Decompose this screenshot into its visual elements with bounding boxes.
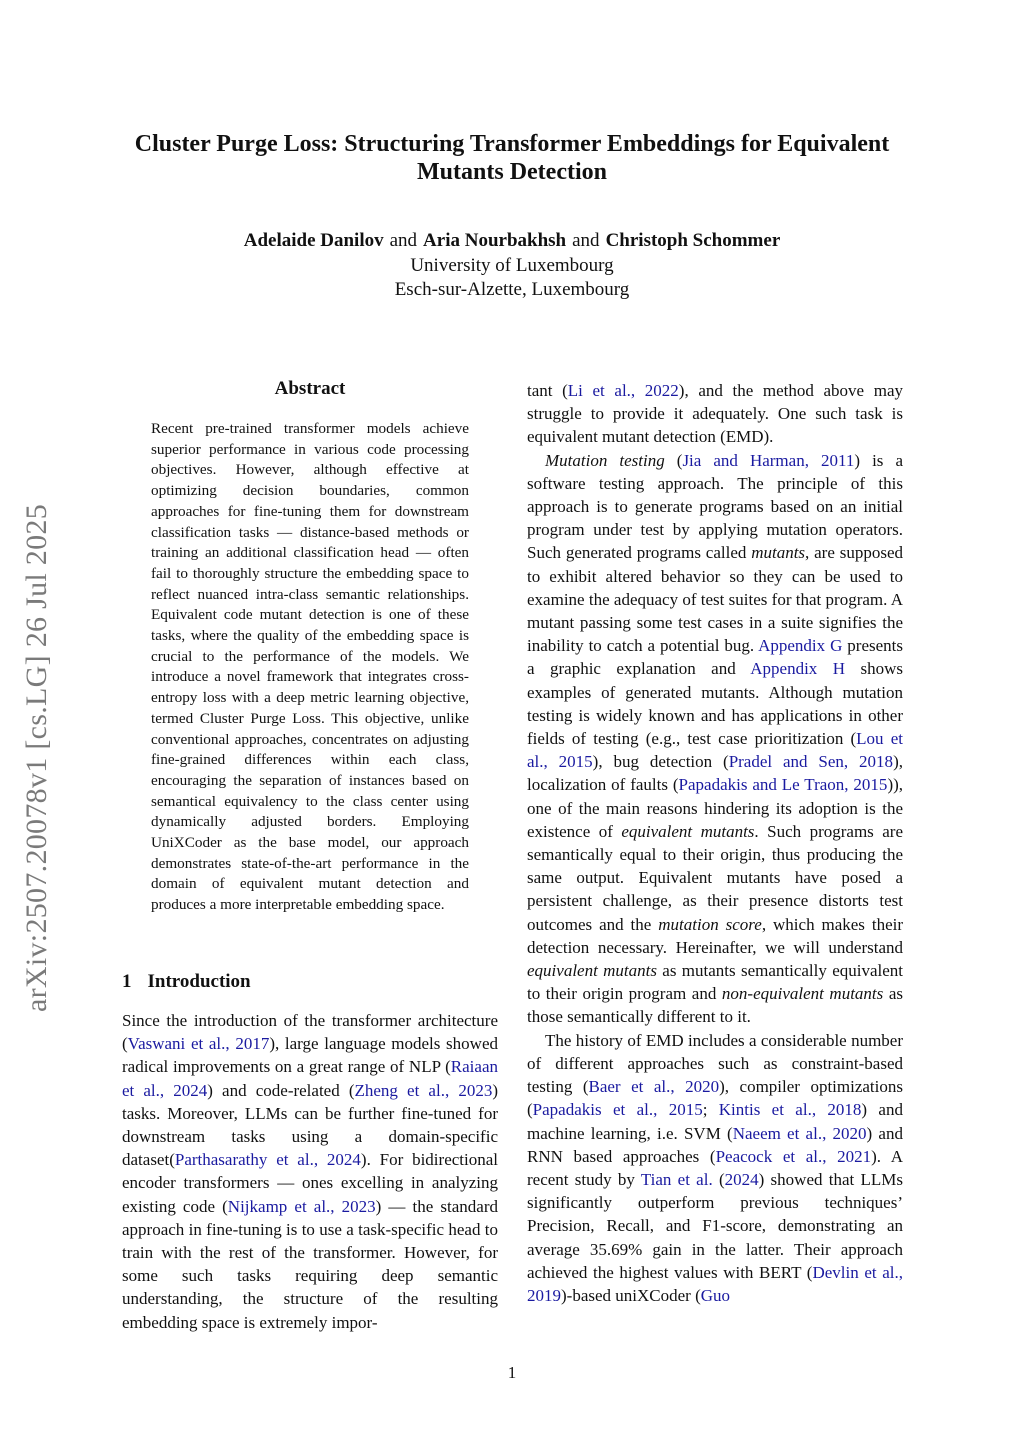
- citation-link[interactable]: Papadakis et al., 2015: [532, 1100, 703, 1120]
- author-conjunction: and: [389, 230, 418, 251]
- text-run: ) and RNN based approaches (: [527, 1123, 903, 1166]
- emphasis: equivalent mutants: [527, 961, 657, 981]
- citation-link[interactable]: Zheng et al., 2023: [354, 1080, 493, 1100]
- author-names: [110, 229, 914, 254]
- text-run: ). A recent study by: [527, 1146, 904, 1189]
- section-heading: [122, 971, 251, 993]
- location: Esch-sur-Alzette, Luxembourg: [394, 279, 630, 300]
- text-run: . Such programs are semantically equal to their origin, thus producing the same output. Equivalent mutants have posed a persistent challenge, as their presence distorts test outcomes and the: [527, 821, 903, 934]
- citation-link[interactable]: Baer et al., 2020: [588, 1077, 720, 1097]
- text-run: ) — the standard approach in fine-tuning is to use a task-specific head to train with the rest of the transformer. However, for some such tasks requiring deep semantic understanding, the structure of the resulting embedding space is extremely impor-: [122, 1196, 498, 1332]
- text-run: ), bug detection (: [592, 752, 729, 772]
- section-title: Introduction: [147, 971, 251, 992]
- text-run: , are supposed to exhibit altered behavior so they can be used to examine the adequacy of test suites for that program. A mutant passing some test cases in a suite signifies the inability to catch a potential bug.: [527, 543, 903, 656]
- text-run: ), large language models showed radical improvements on a great range of NLP (: [122, 1034, 498, 1077]
- citation-link[interactable]: Parthasarathy et al., 2024: [174, 1150, 361, 1170]
- citation-link[interactable]: Vaswani et al., 2017: [127, 1034, 270, 1054]
- citation-link[interactable]: Raiaan et al., 2024: [122, 1057, 498, 1100]
- citation-link[interactable]: Peacock et al., 2021: [715, 1146, 872, 1166]
- emphasis: mutation score: [658, 914, 762, 934]
- text-run: ), localization of faults (: [527, 752, 903, 795]
- text-run: ), and the method above may struggle to provide it adequately. One such task is equivalent mutant detection (EMD).: [527, 381, 903, 447]
- page-number: 1: [507, 1363, 517, 1382]
- intro-column-left: [122, 1009, 498, 1334]
- abstract-heading: Abstract: [274, 378, 346, 399]
- author-name: Adelaide Danilov: [243, 230, 384, 251]
- arxiv-identifier-stamp[interactable]: arXiv:2507.20078v1 [cs.LG] 26 Jul 2025: [20, 503, 53, 1012]
- text-run: Since the introduction of the transformer architecture (: [122, 1011, 498, 1054]
- text-run: )-based uniXCoder (: [561, 1285, 701, 1305]
- text-run: (: [664, 450, 683, 470]
- author-name: Christoph Schommer: [605, 230, 781, 251]
- text-run: ;: [702, 1100, 719, 1120]
- citation-link[interactable]: Papadakis and Le Traon, 2015: [678, 775, 888, 795]
- intro-paragraph: [122, 1009, 498, 1334]
- text-run: as those semantically different to it.: [527, 984, 903, 1027]
- emphasis: equivalent mutants: [621, 821, 755, 841]
- citation-link[interactable]: 2024: [724, 1169, 759, 1189]
- text-run: as mutants semantically equivalent to their origin program and: [527, 961, 903, 1004]
- text-run: , which makes their detection necessary. Hereinafter, we will understand: [527, 914, 904, 957]
- appendix-link[interactable]: Appendix G: [758, 636, 843, 656]
- emphasis: non-equivalent mutants: [721, 984, 884, 1004]
- citation-link[interactable]: Naeem et al., 2020: [732, 1123, 867, 1143]
- text-run: ) and code-related (: [207, 1080, 355, 1100]
- continued-paragraph: [527, 379, 903, 449]
- citation-link[interactable]: Li et al., 2022: [567, 381, 679, 400]
- text-run: ) and machine learning, i.e. SVM (: [527, 1100, 903, 1143]
- paper-title: Cluster Purge Loss: Structuring Transformer Embeddings for Equivalent Mutants Detection: [134, 131, 890, 185]
- mutation-testing-paragraph: [527, 449, 903, 1029]
- text-run: (: [712, 1169, 725, 1189]
- text-run: shows examples of generated mutants. Although mutation testing is widely known and has applications in other fields of testing (e.g., test case prioritization (: [527, 659, 903, 749]
- appendix-link[interactable]: Appendix H: [750, 659, 846, 679]
- emd-history-paragraph: [527, 1029, 903, 1307]
- emphasis: mutants: [751, 543, 806, 563]
- citation-link[interactable]: Devlin et al., 2019: [527, 1262, 904, 1305]
- citation-link[interactable]: Tian et al.: [640, 1169, 713, 1189]
- author-conjunction: and: [572, 230, 600, 251]
- author-block: [110, 229, 914, 303]
- right-column: [527, 379, 903, 1307]
- citation-link[interactable]: Guo: [700, 1285, 731, 1305]
- text-run: tant (: [527, 381, 568, 400]
- citation-link[interactable]: Jia and Harman, 2011: [682, 450, 855, 470]
- abstract-text: Recent pre-trained transformer models achieve superior performance in various code processing objectives. However, although effective at optimizing decision boundaries, common approaches for fine-tuning them for downstream classification tasks — distance-based methods or training an additional classification head — often fail to thoroughly structure the embedding space to reflect nuanced intra-class semantic relationships. Equivalent code mutant detection is one of these tasks, where the quality of the embedding space is crucial to the performance of the models. We introduce a novel framework that integrates cross-entropy loss with a deep metric learning objective, termed Cluster Purge Loss. This objective, unlike conventional approaches, concentrates on adjusting fine-grained differences within each class, encouraging the separation of instances based on semantical equivalency to the class center using dynamically adjusted borders. Employing UniXCoder as the base model, our approach demonstrates state-of-the-art performance in the domain of equivalent mutant detection and produces a more interpretable embedding space.: [151, 420, 469, 914]
- text-run: ) showed that LLMs significantly outperform previous techniques’ Precision, Recall, and F1-score, demonstrating an average 35.69% gain in the latter. Their approach achieved the highest values with BERT (: [527, 1169, 904, 1282]
- text-run: )), one of the main reasons hindering its adoption is the existence of: [527, 775, 904, 841]
- author-name: Aria Nourbakhsh: [423, 230, 567, 251]
- text-run: ) tasks. Moreover, LLMs can be further fine-tuned for downstream tasks using a domain-specific dataset(: [122, 1080, 498, 1170]
- emphasis: Mutation testing: [545, 450, 665, 470]
- citation-link[interactable]: Lou et al., 2015: [527, 729, 903, 772]
- text-run: ), compiler optimizations (: [527, 1077, 903, 1120]
- citation-link[interactable]: Nijkamp et al., 2023: [227, 1196, 376, 1216]
- affiliation: University of Luxembourg: [410, 254, 614, 276]
- section-number: 1: [122, 971, 132, 992]
- text-run: presents a graphic explanation and: [527, 636, 903, 679]
- text-run: The history of EMD includes a considerable number of different approaches such as constraint-based testing (: [527, 1030, 903, 1097]
- citation-link[interactable]: Pradel and Sen, 2018: [728, 752, 894, 772]
- citation-link[interactable]: Kintis et al., 2018: [718, 1100, 862, 1120]
- text-run: ). For bidirectional encoder transformers — ones excelling in analyzing existing code (: [122, 1150, 498, 1216]
- text-run: ) is a software testing approach. The principle of this approach is to generate programs based on an initial program under test by applying mutation operators. Such generated programs called: [527, 450, 904, 563]
